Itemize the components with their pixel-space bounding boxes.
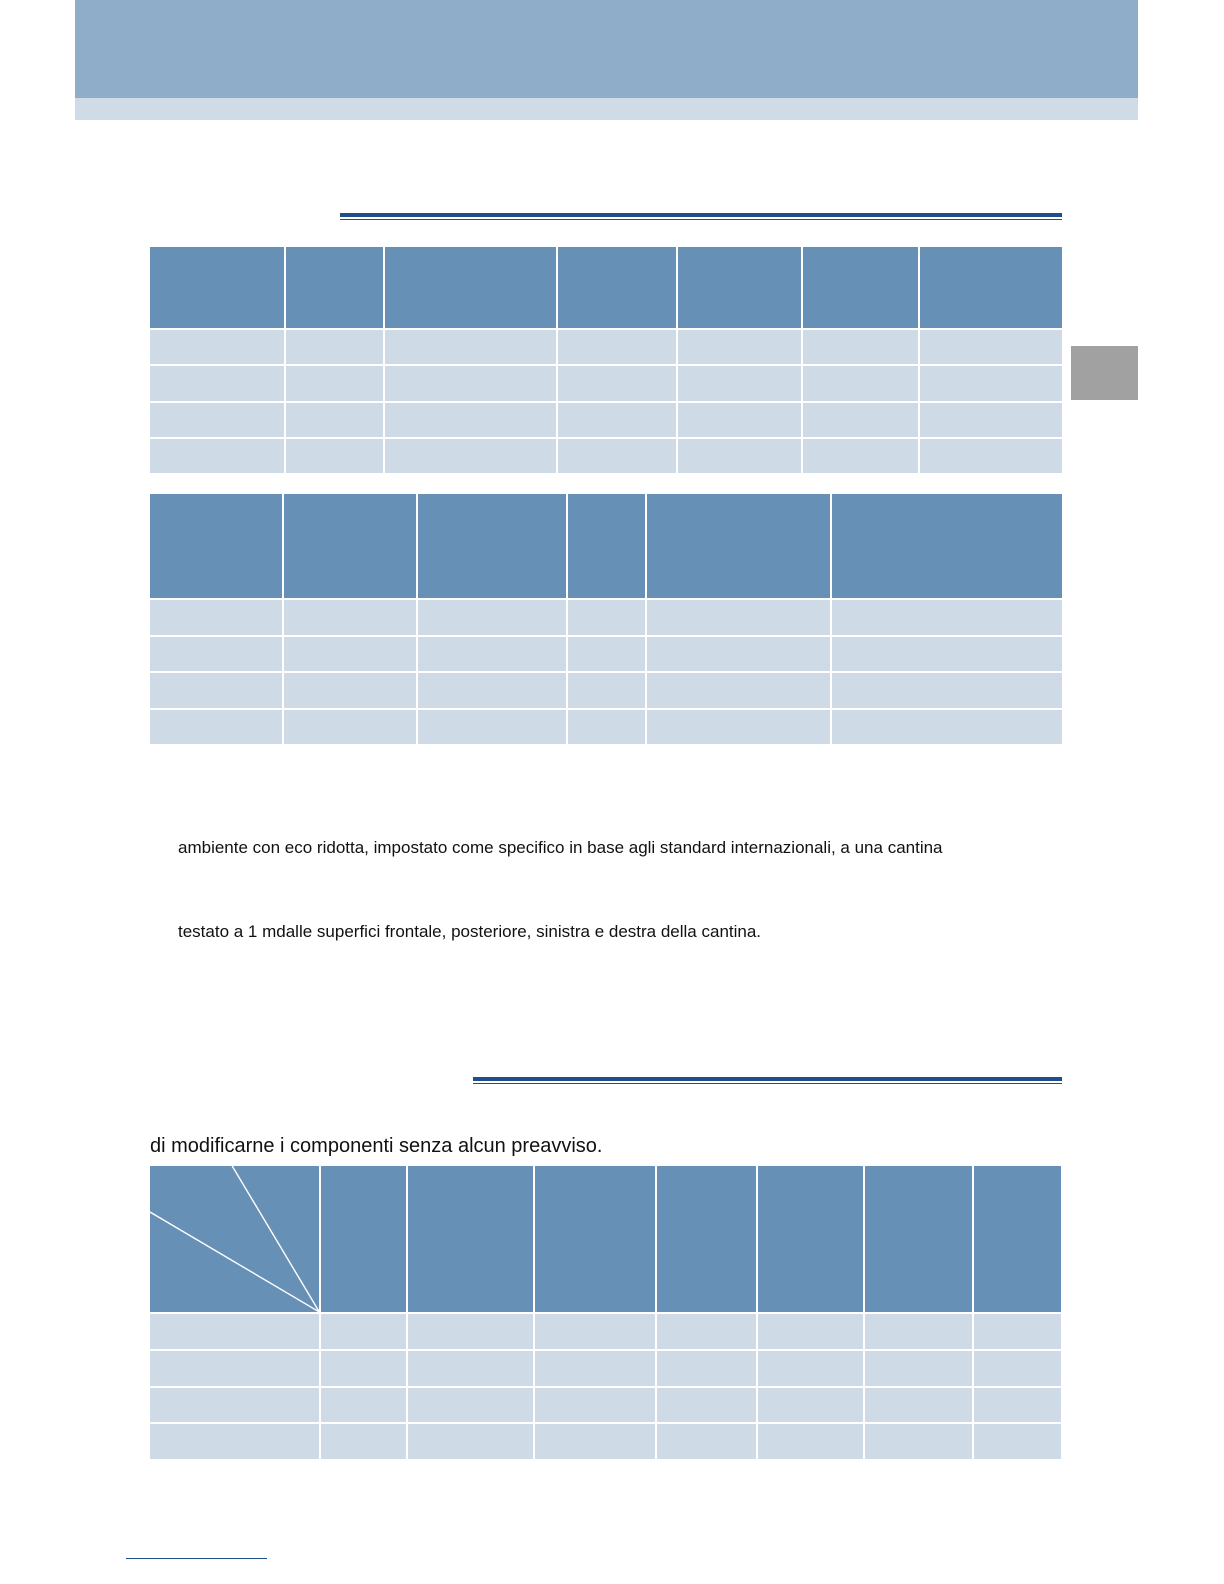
table-cell	[803, 403, 919, 437]
header-band	[75, 98, 1138, 120]
header-cell	[385, 247, 556, 328]
table-cell	[657, 1388, 756, 1423]
table-cell	[558, 366, 676, 400]
header-cell	[321, 1166, 405, 1312]
table-cell	[568, 673, 645, 708]
table-cell	[832, 600, 1062, 635]
table-cell	[150, 330, 284, 364]
table-header-row	[150, 494, 1062, 598]
table-cell	[150, 439, 284, 473]
header-cell	[803, 247, 919, 328]
table-row	[150, 1388, 1061, 1423]
table-cell	[418, 710, 566, 745]
table-cell	[286, 330, 384, 364]
table-cell	[920, 366, 1062, 400]
header-cell	[974, 1166, 1061, 1312]
table-header-row	[150, 1166, 1061, 1312]
specs-intro: di modificarne i componenti senza alcun preavviso.	[150, 1135, 603, 1157]
footnote-rule	[126, 1558, 267, 1559]
table-row	[150, 1314, 1061, 1349]
table-cell	[647, 637, 830, 672]
header-cell	[408, 1166, 533, 1312]
table-cell	[920, 330, 1062, 364]
table-cell	[150, 1314, 319, 1349]
header-cell	[647, 494, 830, 598]
table-cell	[803, 330, 919, 364]
header-banner	[75, 0, 1138, 98]
table-cell	[150, 600, 282, 635]
table-cell	[408, 1424, 533, 1459]
header-cell	[758, 1166, 862, 1312]
table-row	[150, 439, 1062, 473]
table-cell	[758, 1351, 862, 1386]
table-cell	[385, 366, 556, 400]
table-cell	[657, 1351, 756, 1386]
table-cell	[758, 1314, 862, 1349]
header-cell	[150, 494, 282, 598]
table-cell	[535, 1388, 655, 1423]
table-cell	[832, 637, 1062, 672]
noise-table	[148, 245, 1064, 475]
table-cell	[803, 439, 919, 473]
table-cell	[418, 600, 566, 635]
table-header-row	[150, 247, 1062, 328]
table-cell	[385, 330, 556, 364]
table-cell	[385, 439, 556, 473]
table-cell	[558, 330, 676, 364]
table-cell	[865, 1388, 972, 1423]
table-cell	[418, 673, 566, 708]
table-cell	[150, 403, 284, 437]
table-cell	[286, 439, 384, 473]
table-cell	[286, 366, 384, 400]
table-cell	[974, 1314, 1061, 1349]
header-cell	[558, 247, 676, 328]
noise-table-2	[148, 492, 1064, 746]
table-cell	[920, 403, 1062, 437]
header-cell	[657, 1166, 756, 1312]
table-cell	[150, 366, 284, 400]
table-cell	[974, 1388, 1061, 1423]
section-rule-2	[473, 1077, 1062, 1084]
table-cell	[321, 1388, 405, 1423]
corner-header-cell	[150, 1166, 319, 1312]
table-cell	[408, 1351, 533, 1386]
table-cell	[150, 1424, 319, 1459]
header-cell	[418, 494, 566, 598]
table-cell	[865, 1424, 972, 1459]
table-cell	[568, 600, 645, 635]
table-row	[150, 366, 1062, 400]
header-cell	[678, 247, 801, 328]
table-cell	[920, 439, 1062, 473]
table-cell	[678, 330, 801, 364]
note-line-1: ambiente con eco ridotta, impostato come specifico in base agli standard internazionali, a una cantina	[178, 838, 943, 857]
table-cell	[150, 1388, 319, 1423]
table-row	[150, 637, 1062, 672]
table-cell	[321, 1351, 405, 1386]
table-cell	[150, 637, 282, 672]
table-cell	[558, 403, 676, 437]
header-cell	[150, 247, 284, 328]
table-cell	[284, 600, 415, 635]
table-row	[150, 710, 1062, 745]
table-cell	[408, 1314, 533, 1349]
table-cell	[535, 1424, 655, 1459]
table-cell	[284, 673, 415, 708]
table-cell	[284, 710, 415, 745]
header-cell	[286, 247, 384, 328]
chapter-tab	[1071, 346, 1138, 400]
table-cell	[150, 710, 282, 745]
table-cell	[568, 710, 645, 745]
table-cell	[657, 1314, 756, 1349]
table-cell	[678, 403, 801, 437]
table-cell	[286, 403, 384, 437]
table-cell	[758, 1424, 862, 1459]
table-cell	[284, 637, 415, 672]
table-cell	[385, 403, 556, 437]
table-cell	[647, 710, 830, 745]
table-cell	[865, 1314, 972, 1349]
table-cell	[974, 1424, 1061, 1459]
header-cell	[535, 1166, 655, 1312]
header-cell	[832, 494, 1062, 598]
section-rule-1	[340, 213, 1062, 220]
table-cell	[408, 1388, 533, 1423]
table-cell	[647, 600, 830, 635]
header-cell	[568, 494, 645, 598]
table-cell	[832, 710, 1062, 745]
specs-table	[148, 1164, 1063, 1461]
table-row	[150, 1351, 1061, 1386]
table-row	[150, 673, 1062, 708]
table-cell	[647, 673, 830, 708]
table-cell	[832, 673, 1062, 708]
header-cell	[865, 1166, 972, 1312]
table-cell	[558, 439, 676, 473]
table-cell	[758, 1388, 862, 1423]
table-cell	[568, 637, 645, 672]
table-row	[150, 330, 1062, 364]
table-cell	[321, 1424, 405, 1459]
table-cell	[535, 1314, 655, 1349]
table-row	[150, 600, 1062, 635]
table-cell	[865, 1351, 972, 1386]
diagonal-divider	[150, 1166, 319, 1312]
table-cell	[678, 439, 801, 473]
table-cell	[150, 1351, 319, 1386]
table-cell	[803, 366, 919, 400]
table-cell	[321, 1314, 405, 1349]
table-cell	[657, 1424, 756, 1459]
table-cell	[535, 1351, 655, 1386]
header-cell	[284, 494, 415, 598]
note-line-2: testato a 1 mdalle superfici frontale, posteriore, sinistra e destra della cantina.	[178, 922, 762, 941]
table-row	[150, 403, 1062, 437]
table-cell	[418, 637, 566, 672]
table-row	[150, 1424, 1061, 1459]
table-cell	[150, 673, 282, 708]
table-cell	[678, 366, 801, 400]
header-cell	[920, 247, 1062, 328]
table-cell	[974, 1351, 1061, 1386]
